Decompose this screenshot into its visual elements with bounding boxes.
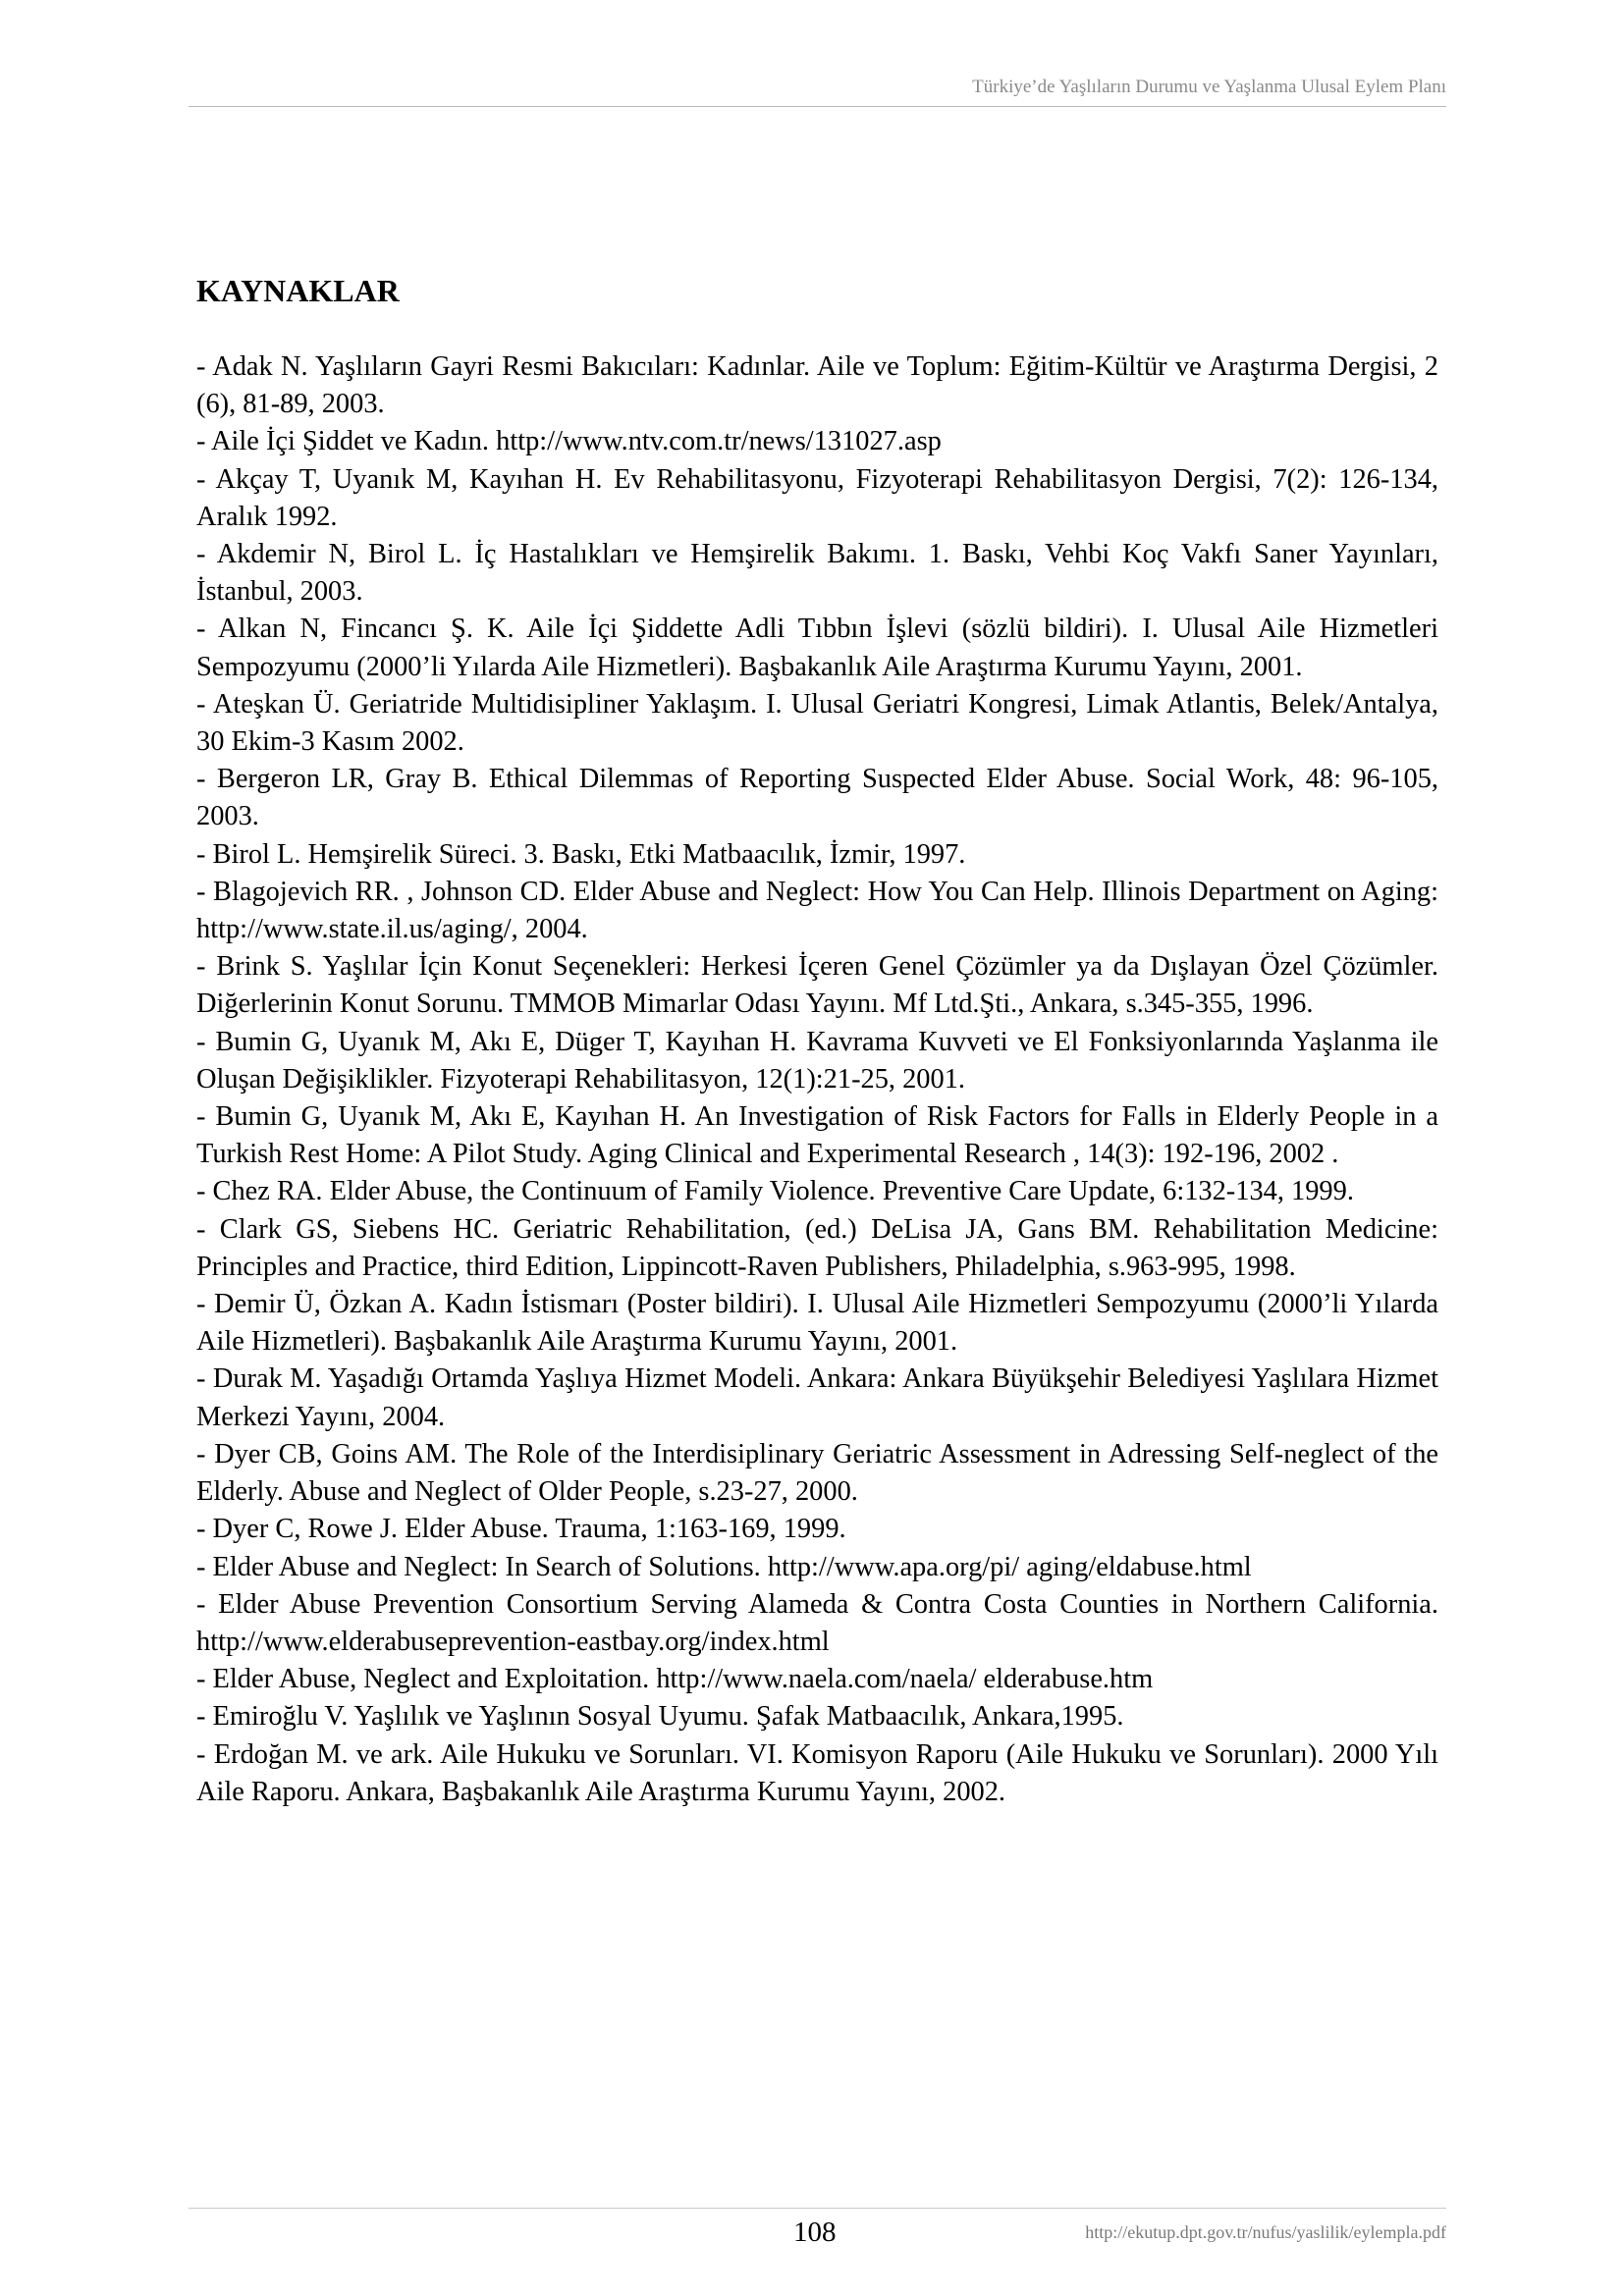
reference-item: - Akçay T, Uyanık M, Kayıhan H. Ev Rehabilitasyonu, Fizyoterapi Rehabilitasyon Dergisi, 7(2): 126-134, Aralık 1992. (196, 463, 1438, 532)
reference-item: - Adak N. Yaşlıların Gayri Resmi Bakıcıları: Kadınlar. Aile ve Toplum: Eğitim-Kültür ve Araştırma Dergisi, 2 (6), 81-89, 2003. (196, 351, 1438, 420)
reference-item: - Birol L. Hemşirelik Süreci. 3. Baskı, Etki Matbaacılık, İzmir, 1997. (196, 838, 966, 870)
reference-item: - Bergeron LR, Gray B. Ethical Dilemmas of Reporting Suspected Elder Abuse. Social Work, 48: 96-105, 2003. (196, 764, 1438, 832)
reference-item: - Bumin G, Uyanık M, Akı E, Kayıhan H. An Investigation of Risk Factors for Falls in Elderly People in a Turkish Rest Home: A Pilot Study. Aging Clinical and Experimental Research , 14(3): 192-196, 2002 . (196, 1101, 1438, 1170)
reference-item: - Blagojevich RR. , Johnson CD. Elder Abuse and Neglect: How You Can Help. Illinois Department on Aging: http://www.state.il.us/aging/, 2004. (196, 876, 1438, 945)
reference-item: - Brink S. Yaşlılar İçin Konut Seçenekleri: Herkesi İçeren Genel Çözümler ya da Dışlayan Özel Çözümler. Diğerlerinin Konut Sorunu. TMMOB Mimarlar Odası Yayını. Mf Ltd.Şti., Ankara, s.345-355, 1996. (196, 951, 1438, 1020)
running-header: Türkiye’de Yaşlıların Durumu ve Yaşlanma Ulusal Eylem Planı (972, 77, 1446, 97)
reference-item: - Clark GS, Siebens HC. Geriatric Rehabilitation, (ed.) DeLisa JA, Gans BM. Rehabilitation Medicine: Principles and Practice, third Edition, Lippincott-Raven Publishers, Philadelphia, s.963-995, 1998. (196, 1213, 1438, 1282)
reference-item: - Emiroğlu V. Yaşlılık ve Yaşlının Sosyal Uyumu. Şafak Matbaacılık, Ankara,1995. (196, 1701, 1124, 1733)
reference-item: - Akdemir N, Birol L. İç Hastalıkları ve Hemşirelik Bakımı. 1. Baskı, Vehbi Koç Vakfı Saner Yayınları, İstanbul, 2003. (196, 539, 1438, 608)
reference-item: - Bumin G, Uyanık M, Akı E, Düger T, Kayıhan H. Kavrama Kuvveti ve El Fonksiyonlarında Yaşlanma ile Oluşan Değişiklikler. Fizyoterapi Rehabilitasyon, 12(1):21-25, 2001. (196, 1026, 1438, 1095)
reference-item: - Dyer C, Rowe J. Elder Abuse. Trauma, 1:163-169, 1999. (196, 1514, 846, 1545)
reference-item: - Elder Abuse Prevention Consortium Serving Alameda & Contra Costa Counties in Northern California. http://www.elderabuseprevention-eastbay.org/index.html (196, 1588, 1438, 1657)
reference-item: - Dyer CB, Goins AM. The Role of the Interdisiplinary Geriatric Assessment in Adressing Self-neglect of the Elderly. Abuse and Neglect of Older People, s.23-27, 2000. (196, 1438, 1438, 1508)
reference-item: - Elder Abuse, Neglect and Exploitation. http://www.naela.com/naela/ elderabuse.htm (196, 1664, 1154, 1695)
source-url: http://ekutup.dpt.gov.tr/nufus/yaslilik/eylempla.pdf (1085, 2222, 1446, 2242)
reference-item: - Elder Abuse and Neglect: In Search of Solutions. http://www.apa.org/pi/ aging/eldabuse.html (196, 1551, 1252, 1582)
page-footer (189, 2208, 1446, 2268)
reference-list (196, 348, 1438, 1811)
reference-item: - Erdoğan M. ve ark. Aile Hukuku ve Sorunları. VI. Komisyon Raporu (Aile Hukuku ve Sorunları). 2000 Yılı Aile Raporu. Ankara, Başbakanlık Aile Araştırma Kurumu Yayını, 2002. (196, 1738, 1438, 1807)
section-title: KAYNAKLAR (196, 273, 400, 308)
reference-item: - Alkan N, Fincancı Ş. K. Aile İçi Şiddette Adli Tıbbın İşlevi (sözlü bildiri). I. Ulusal Aile Hizmetleri Sempozyumu (2000’li Yılarda Aile Hizmetleri). Başbakanlık Aile Araştırma Kurumu Yayını, 2001. (196, 614, 1438, 682)
page-number: 108 (793, 2216, 837, 2248)
reference-item: - Demir Ü, Özkan A. Kadın İstismarı (Poster bildiri). I. Ulusal Aile Hizmetleri Sempozyumu (2000’li Yılarda Aile Hizmetleri). Başbakanlık Aile Araştırma Kurumu Yayını, 2001. (196, 1289, 1438, 1358)
reference-item: - Chez RA. Elder Abuse, the Continuum of Family Violence. Preventive Care Update, 6:132-134, 1999. (196, 1176, 1354, 1207)
reference-item: - Ateşkan Ü. Geriatride Multidisipliner Yaklaşım. I. Ulusal Geriatri Kongresi, Limak Atlantis, Belek/Antalya, 30 Ekim-3 Kasım 2002. (196, 688, 1438, 758)
page-header (189, 59, 1446, 107)
reference-item: - Durak M. Yaşadığı Ortamda Yaşlıya Hizmet Modeli. Ankara: Ankara Büyükşehir Belediyesi Yaşlılara Hizmet Merkezi Yayını, 2004. (196, 1363, 1438, 1432)
reference-item: - Aile İçi Şiddet ve Kadın. http://www.ntv.com.tr/news/131027.asp (196, 426, 942, 457)
